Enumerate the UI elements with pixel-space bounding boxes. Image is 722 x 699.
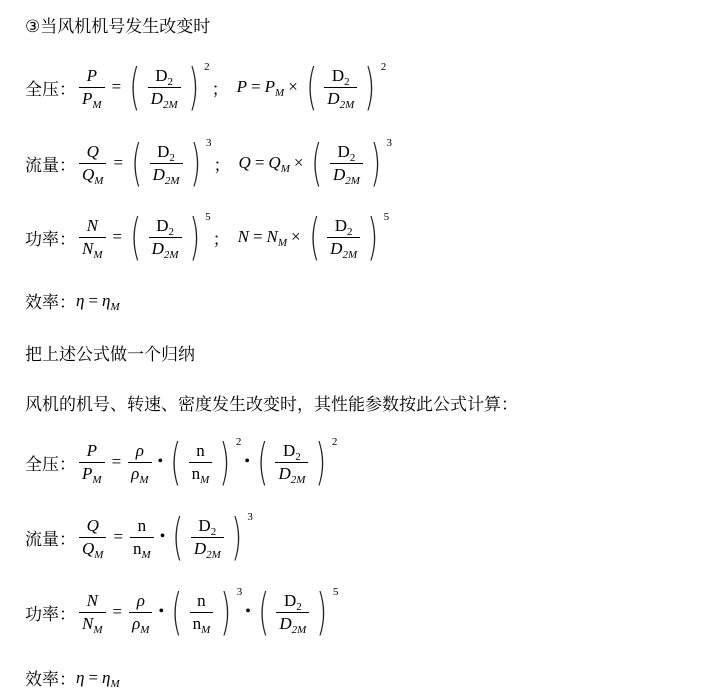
formula-power-general: 功率： $\frac{N}{N_M}$ = $\frac{\rho}{\rho_M}$ • ( $\frac{n}{n_M}$ ) $^3$ • ( $\frac{D_2}{D_{2M}}$ ) $^5$ [25,583,339,641]
formula-power-size [25,208,390,266]
summary-intro: 把上述公式做一个归纳 [25,345,195,365]
paren-group: ( $\frac{D_2}{D_{2M}}$ ) [129,58,199,116]
formula-body: $\frac{P}{P_M}$ = $\frac{\rho}{\rho_M}$ • ( $\frac{n}{n_M}$ ) $^2$ • ( $\frac{D_2}{D_{2M}}$ ) $^2$ [76,437,337,487]
label-power: 功率： [25,229,76,250]
formula-body: $\frac{N}{N_M}$ = $\frac{\rho}{\rho_M}$ • ( $\frac{n}{n_M}$ ) $^3$ • ( $\frac{D_2}{D_{2M}}$ ) $^5$ [76,587,338,637]
denominator: $P_M$ [79,87,105,108]
equals: = [111,77,122,96]
heading-text: ③当风机机号发生改变时 [25,17,211,37]
fraction-p-pm [79,65,105,111]
numerator: P [86,65,97,85]
formula-flow-general: 流量： $\frac{Q}{Q_M}$ = $\frac{n}{n_M}$ • ( $\frac{D_2}{D_{2M}}$ ) $^3$ [25,508,253,566]
formula-pressure-size [25,58,387,116]
formula-body: η = $\eta_M$ [76,667,120,690]
label-efficiency: 效率： [25,293,76,313]
formula-body: $\frac{N}{N_M}$ = ( $\frac{D_2}{D_{2M}}$ ) $^5$ ； N = $N_M$ × ( $\frac{D_2}{D_{2M}}$ ) $^5$ [76,212,389,262]
summary-text: 风机的机号、转速、密度发生改变时，其性能参数按此公式计算： [25,395,518,415]
formula-body: $\frac{P}{P_M}$ = ( $\frac{D_2}{D_{2M}}$ ) $^2$ ； P = $P_M$ × ( $\frac{D_2}{D_{2M}}$ ) $^2$ [76,62,386,112]
formula-body: $\frac{Q}{Q_M}$ = $\frac{n}{n_M}$ • ( $\frac{D_2}{D_{2M}}$ ) $^3$ [76,512,253,562]
formula-body: η = $\eta_M$ [76,290,120,313]
formula-body: $\frac{Q}{Q_M}$ = ( $\frac{D_2}{D_{2M}}$ ) $^3$ ； Q = $Q_M$ × ( $\frac{D_2}{D_{2M}}$ ) $^3$ [76,138,392,188]
section-heading [25,12,210,37]
label-flow: 流量： [25,155,76,176]
label-pressure: 全压： [25,79,76,100]
formula-efficiency-general: 效率： η = $\eta_M$ [25,667,120,690]
fraction-d2-d2m: $\frac{D_2}{D_{2M}}$ [148,67,181,108]
paren-group: ( $\frac{D_2}{D_{2M}}$ ) [306,58,376,116]
formula-flow-size [25,134,392,192]
formula-efficiency-size [25,288,120,313]
formula-pressure-general: 全压： $\frac{P}{P_M}$ = $\frac{\rho}{\rho_M}$ • ( $\frac{n}{n_M}$ ) $^2$ • ( $\frac{D_2}{D_{2M}}$ ) $^2$ [25,433,338,491]
